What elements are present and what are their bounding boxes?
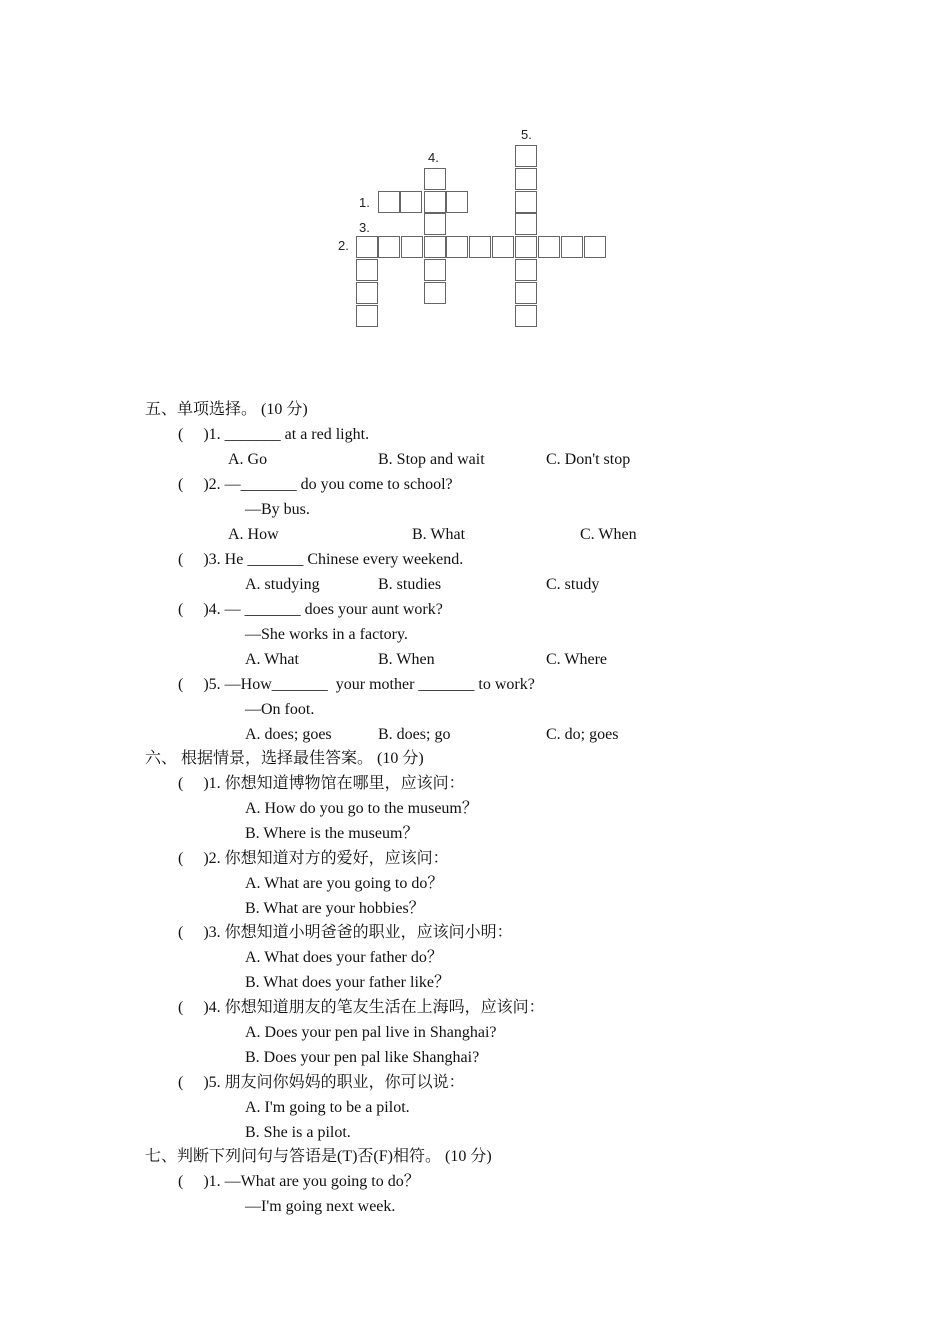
crossword-cell[interactable] bbox=[515, 282, 537, 304]
crossword-label: 2. bbox=[338, 238, 349, 253]
option-b[interactable]: B. What are your hobbies？ bbox=[245, 900, 425, 917]
crossword-label: 3. bbox=[359, 220, 370, 235]
crossword-cell[interactable] bbox=[400, 191, 422, 213]
crossword-cell[interactable] bbox=[538, 236, 560, 258]
crossword-cell[interactable] bbox=[469, 236, 491, 258]
option-a[interactable]: A. What does your father do？ bbox=[245, 949, 443, 966]
crossword-cell[interactable] bbox=[424, 282, 446, 304]
option-b[interactable]: B. She is a pilot. bbox=[245, 1124, 351, 1141]
option-c[interactable]: C. When bbox=[580, 526, 637, 543]
section-title: 六、 根据情景，选择最佳答案。 (10 分) bbox=[145, 750, 424, 767]
crossword-cell[interactable] bbox=[424, 168, 446, 190]
crossword-cell[interactable] bbox=[515, 236, 537, 258]
crossword-cell[interactable] bbox=[515, 145, 537, 167]
option-c[interactable]: C. study bbox=[546, 576, 600, 593]
question-stem: ( )2. 你想知道对方的爱好，应该问： bbox=[178, 850, 449, 867]
option-b[interactable]: B. Stop and wait bbox=[378, 451, 485, 468]
dialog-answer: —She works in a factory. bbox=[245, 626, 408, 643]
crossword-cell[interactable] bbox=[424, 213, 446, 235]
option-c[interactable]: C. Don't stop bbox=[546, 451, 631, 468]
crossword-cell[interactable] bbox=[424, 191, 446, 213]
crossword-cell[interactable] bbox=[446, 191, 468, 213]
section-title: 七、判断下列问句与答语是(T)否(F)相符。 (10 分) bbox=[145, 1148, 492, 1165]
option-b[interactable]: B. What does your father like？ bbox=[245, 974, 450, 991]
option-a[interactable]: A. studying bbox=[245, 576, 320, 593]
crossword-cell[interactable] bbox=[515, 259, 537, 281]
option-a[interactable]: A. Does your pen pal live in Shanghai? bbox=[245, 1024, 497, 1041]
option-c[interactable]: C. Where bbox=[546, 651, 608, 668]
crossword-cell[interactable] bbox=[515, 191, 537, 213]
question-stem: ( )1. 你想知道博物馆在哪里，应该问： bbox=[178, 775, 465, 792]
crossword-cell[interactable] bbox=[424, 259, 446, 281]
option-a[interactable]: A. I'm going to be a pilot. bbox=[245, 1099, 410, 1116]
option-b[interactable]: B. Where is the museum？ bbox=[245, 825, 419, 842]
question-stem: ( )3. He _______ Chinese every weekend. bbox=[178, 551, 464, 568]
question-stem: ( )2. —_______ do you come to school? bbox=[178, 476, 453, 493]
option-a[interactable]: A. What are you going to do？ bbox=[245, 875, 444, 892]
question-stem: ( )1. —What are you going to do？ bbox=[178, 1173, 420, 1190]
crossword-cell[interactable] bbox=[401, 236, 423, 258]
dialog-answer: —On foot. bbox=[245, 701, 315, 718]
crossword-cell[interactable] bbox=[356, 305, 378, 327]
question-stem: ( )4. — _______ does your aunt work? bbox=[178, 601, 443, 618]
question-stem: ( )3. 你想知道小明爸爸的职业，应该问小明： bbox=[178, 924, 513, 941]
crossword-label: 1. bbox=[359, 195, 370, 210]
crossword-cell[interactable] bbox=[424, 236, 446, 258]
crossword-cell[interactable] bbox=[515, 213, 537, 235]
crossword-label: 4. bbox=[428, 150, 439, 165]
crossword-cell[interactable] bbox=[378, 191, 400, 213]
dialog-answer: —I'm going next week. bbox=[245, 1198, 396, 1215]
option-a[interactable]: A. Go bbox=[228, 451, 268, 468]
question-stem: ( )5. —How_______ your mother _______ to work? bbox=[178, 676, 535, 693]
question-stem: ( )5. 朋友问你妈妈的职业，你可以说： bbox=[178, 1074, 465, 1091]
crossword-cell[interactable] bbox=[356, 236, 378, 258]
option-c[interactable]: C. do; goes bbox=[546, 726, 619, 743]
dialog-answer: —By bus. bbox=[245, 501, 310, 518]
option-a[interactable]: A. What bbox=[245, 651, 299, 668]
option-a[interactable]: A. How bbox=[228, 526, 279, 543]
crossword-cell[interactable] bbox=[446, 236, 468, 258]
crossword-label: 5. bbox=[521, 127, 532, 142]
crossword-cell[interactable] bbox=[515, 168, 537, 190]
section-title: 五、单项选择。 (10 分) bbox=[145, 401, 308, 418]
option-b[interactable]: B. does; go bbox=[378, 726, 451, 743]
crossword-cell[interactable] bbox=[356, 259, 378, 281]
crossword-cell[interactable] bbox=[492, 236, 514, 258]
crossword-cell[interactable] bbox=[378, 236, 400, 258]
option-b[interactable]: B. Does your pen pal like Shanghai? bbox=[245, 1049, 480, 1066]
option-b[interactable]: B. studies bbox=[378, 576, 442, 593]
option-a[interactable]: A. does; goes bbox=[245, 726, 332, 743]
option-a[interactable]: A. How do you go to the museum？ bbox=[245, 800, 478, 817]
question-stem: ( )4. 你想知道朋友的笔友生活在上海吗，应该问： bbox=[178, 999, 545, 1016]
option-b[interactable]: B. When bbox=[378, 651, 435, 668]
option-b[interactable]: B. What bbox=[412, 526, 466, 543]
crossword-cell[interactable] bbox=[515, 305, 537, 327]
crossword-cell[interactable] bbox=[356, 282, 378, 304]
crossword-cell[interactable] bbox=[561, 236, 583, 258]
question-stem: ( )1. _______ at a red light. bbox=[178, 426, 370, 443]
crossword-cell[interactable] bbox=[584, 236, 606, 258]
